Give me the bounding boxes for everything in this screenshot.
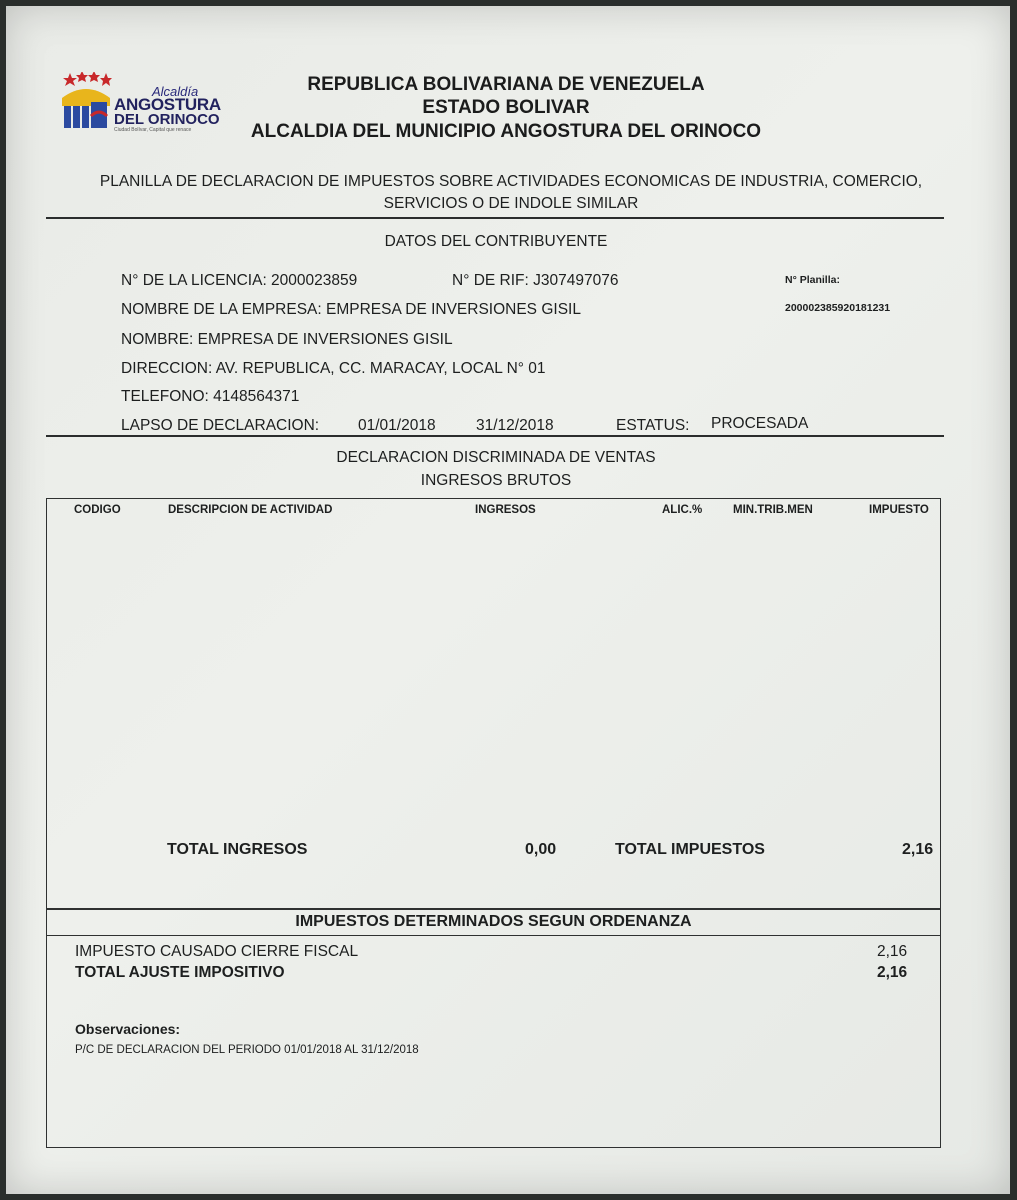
observaciones-text: P/C DE DECLARACION DEL PERIODO 01/01/2018 AL 31/12/2018 — [75, 1044, 419, 1056]
header-municipality: ALCALDIA DEL MUNICIPIO ANGOSTURA DEL ORINOCO — [250, 121, 762, 142]
col-impuesto: IMPUESTO — [869, 504, 929, 516]
divider-top — [46, 217, 944, 219]
direccion-field: DIRECCION: AV. REPUBLICA, CC. MARACAY, LOCAL N° 01 — [121, 360, 546, 377]
impuesto-causado-label: IMPUESTO CAUSADO CIERRE FISCAL — [75, 943, 359, 960]
telefono-field: TELEFONO: 4148564371 — [121, 388, 300, 405]
divider-middle — [46, 435, 944, 437]
observaciones-label: Observaciones: — [75, 1021, 181, 1037]
declaration-sheet — [6, 6, 1010, 1194]
ventas-title: DECLARACION DISCRIMINADA DE VENTAS — [336, 449, 656, 466]
col-min-trib: MIN.TRIB.MEN — [733, 504, 813, 516]
header-republic: REPUBLICA BOLIVARIANA DE VENEZUELA — [307, 74, 705, 95]
form-title-line2: SERVICIOS O DE INDOLE SIMILAR — [383, 195, 639, 212]
total-ingresos-value: 0,00 — [525, 841, 557, 858]
col-alicuota: ALIC.% — [662, 504, 703, 516]
form-title-line1: PLANILLA DE DECLARACION DE IMPUESTOS SOBRE ACTIVIDADES ECONOMICAS DE INDUSTRIA, COMERCIO, — [99, 173, 923, 190]
col-descripcion: DESCRIPCION DE ACTIVIDAD — [168, 504, 333, 516]
col-codigo: CODIGO — [74, 504, 121, 516]
planilla-label: N° Planilla: — [785, 274, 840, 286]
ordenanza-title: IMPUESTOS DETERMINADOS SEGUN ORDENANZA — [295, 913, 692, 930]
ingresos-brutos-title: INGRESOS BRUTOS — [420, 472, 572, 489]
logo-angostura-text: ANGOSTURA — [114, 95, 221, 114]
ventas-table — [46, 498, 941, 910]
logo-tagline: Ciudad Bolívar, Capital que renace — [114, 127, 192, 133]
total-ajuste-label: TOTAL AJUSTE IMPOSITIVO — [75, 964, 285, 981]
ordenanza-box — [46, 908, 941, 1148]
total-impuestos-label: TOTAL IMPUESTOS — [615, 841, 765, 858]
total-ajuste-value: 2,16 — [877, 964, 908, 981]
header-state: ESTADO BOLIVAR — [422, 97, 590, 118]
empresa-field: NOMBRE DE LA EMPRESA: EMPRESA DE INVERSIONES GISIL — [121, 301, 581, 318]
licencia-field: N° DE LA LICENCIA: 2000023859 — [121, 272, 358, 289]
total-impuestos-value: 2,16 — [902, 841, 934, 858]
nombre-field: NOMBRE: EMPRESA DE INVERSIONES GISIL — [121, 331, 453, 348]
lapso-hasta: 31/12/2018 — [476, 417, 554, 434]
lapso-desde: 01/01/2018 — [358, 417, 436, 434]
logo-emblem-icon — [58, 72, 114, 134]
col-ingresos: INGRESOS — [475, 504, 536, 516]
rif-field: N° DE RIF: J307497076 — [452, 272, 619, 289]
logo-orinoco-text: DEL ORINOCO — [114, 111, 220, 128]
impuesto-causado-value: 2,16 — [877, 943, 908, 960]
contribuyente-title: DATOS DEL CONTRIBUYENTE — [384, 233, 608, 250]
planilla-number: 200002385920181231 — [785, 302, 891, 314]
lapso-label: LAPSO DE DECLARACION: — [121, 417, 320, 434]
ordenanza-header — [47, 909, 940, 936]
estatus-value: PROCESADA — [711, 415, 809, 432]
logo-alcaldia-text: Alcaldía — [152, 84, 199, 99]
estatus-label: ESTATUS: — [616, 417, 690, 434]
total-ingresos-label: TOTAL INGRESOS — [167, 841, 308, 858]
